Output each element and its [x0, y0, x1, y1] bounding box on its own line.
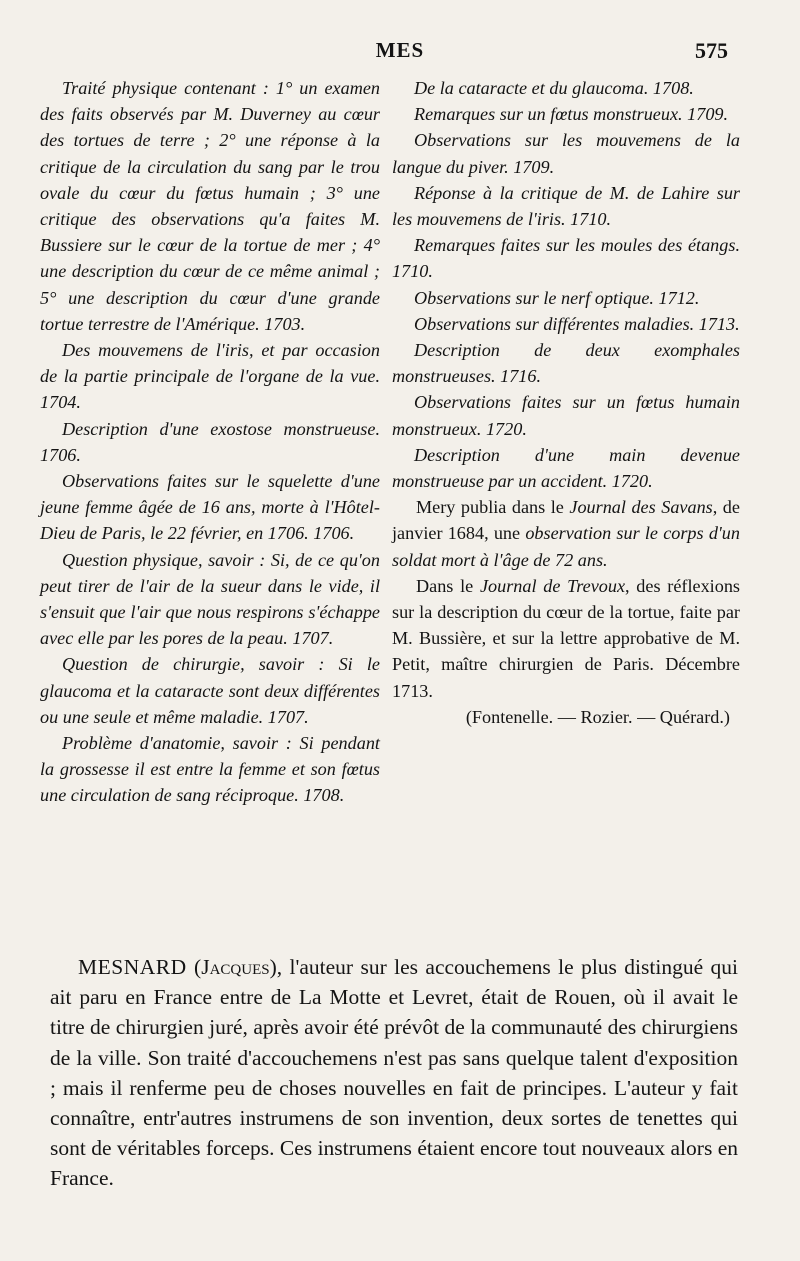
bibliography-entry: Remarques sur un fœtus monstrueux. 1709. — [414, 104, 729, 125]
biography-text: , l'auteur sur les accouchemens le plus distingué qui ait paru en France entre de La Motte et Levret, était de Rouen, où il avait le titre de chirurgien juré, après avoir été prévôt de la communauté des chirurgiens de la ville. Son traité d'accouchemens n'est pas sans quelque talent d'exposition ; mais il renferme peu de choses nouvelles en fait de principes. L'auteur y fait connaître, entr'autres instrumens de son invention, deux sortes de tenettes qui sont de véritables forceps. Ces instrumens étaient encore tout nouveaux alors en France. — [50, 955, 739, 1191]
bibliography-entry: Observations faites sur un fœtus humain monstrueux. 1720. — [392, 392, 740, 439]
bibliography-entry: Réponse à la critique de M. de Lahire sur les mouvemens de l'iris. 1710. — [392, 182, 740, 230]
bibliography-entry: Question de chirurgie, savoir : Si le glaucoma et la cataracte sont deux différentes ou une seule et même maladie. 1707. — [40, 654, 380, 727]
left-column — [40, 75, 380, 809]
bibliography-entry: Traité physique contenant : 1° un examen des faits observés par M. Duverney au cœur des tortues de terre ; 2° une réponse à la critique de la circulation du sang par le trou ovale du cœur du fœtus humain ; 3° une critique des observations qu'a faites M. Bussiere sur le cœur de la tortue de mer ; 4° une description du cœur de ce même animal ; 5° une description du cœur d'une grande tortue terrestre de l'Amérique. 1703. — [40, 78, 380, 334]
bibliography-entry: De la cataracte et du glaucoma. 1708. — [414, 78, 694, 98]
note-text: Mery publia dans le — [416, 497, 570, 518]
entry-name: MESNARD — [78, 955, 187, 979]
note-text: Dans le — [416, 575, 480, 596]
journal-note — [392, 573, 740, 704]
journal-note — [392, 494, 740, 573]
bibliography-entry: Observations sur différentes maladies. 1713. — [414, 313, 740, 334]
bibliography-entry: Observations sur les mouvemens de la langue du piver. 1709. — [392, 130, 740, 177]
note-text: , des réflexions sur la description du cœur de la tortue, faite par M. Bussière, et sur la lettre approbative de M. Petit, maître chirurgien de Paris. Décembre 1713. — [392, 575, 740, 701]
bibliography-entry: Problème d'anatomie, savoir : Si pendant la grossesse il est entre la femme et son fœtus une circulation de sang réciproque. 1708. — [40, 733, 380, 806]
page-number: 575 — [695, 38, 728, 63]
journal-title: Journal de Trevoux — [479, 575, 626, 596]
bibliography-entry: Observations faites sur le squelette d'une jeune femme âgée de 16 ans, morte à l'Hôtel-Dieu de Paris, le 22 février, en 1706. 1706. — [40, 471, 380, 544]
sources-line: (Fontenelle. — Rozier. — Quérard.) — [465, 706, 730, 727]
journal-title: Journal des Savans — [569, 497, 713, 518]
running-title: MES — [375, 38, 425, 62]
bibliography-entry: Question physique, savoir : Si, de ce qu'on peut tirer de l'air de la sueur dans le vide, il s'ensuit que l'air que nous respirons s'échappe avec elle par les pores de la peau. 1707. — [40, 549, 380, 649]
bibliography-entry: Des mouvemens de l'iris, et par occasion de la partie principale de l'organe de la vue. 1704. — [40, 340, 380, 413]
bibliography-entry: Description d'une main devenue monstrueuse par un accident. 1720. — [392, 444, 740, 492]
note-title: observation sur le corps d'un soldat mort à l'âge de 72 ans. — [392, 523, 740, 570]
running-header — [0, 38, 800, 68]
entry-given-name: (Jacques) — [194, 955, 277, 979]
bibliography-entry: Description de deux exomphales monstrueuses. 1716. — [392, 340, 740, 387]
bibliography-entry: Description d'une exostose monstrueuse. 1706. — [40, 418, 380, 465]
bibliography-entry: Observations sur le nerf optique. 1712. — [414, 287, 700, 308]
biography-paragraph — [50, 952, 738, 1194]
bibliography-entry: Remarques faites sur les moules des étangs. 1710. — [392, 235, 740, 282]
note-text: , de janvier 1684, une — [392, 497, 740, 544]
right-column — [392, 75, 740, 730]
